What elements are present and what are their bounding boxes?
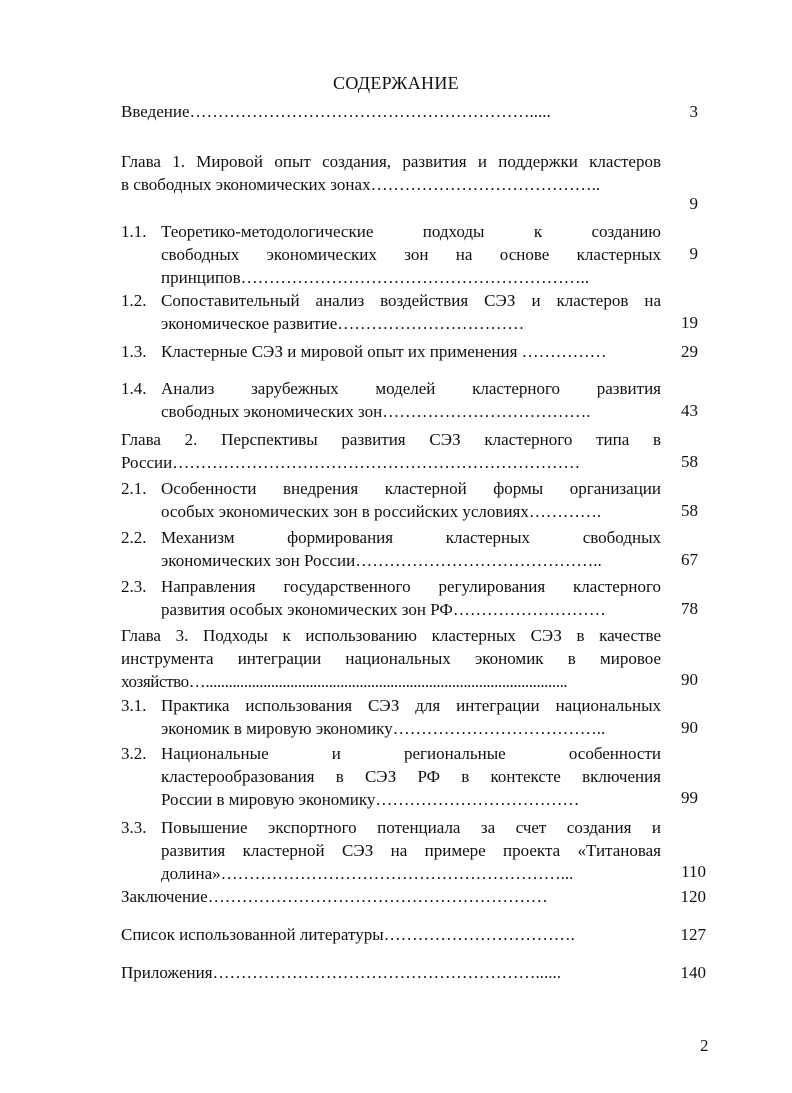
toc-entry-text: Анализ зарубежных моделей кластерного развития: [161, 379, 661, 398]
toc-entry-text: особых экономических зон в российских условиях………….: [161, 502, 602, 521]
toc-page-number: 9: [689, 244, 698, 263]
toc-page-number: 78: [681, 599, 698, 618]
toc-section-number: 2.1.: [121, 479, 147, 498]
toc-entry-section-1-2[interactable]: [0, 289, 792, 335]
toc-entry-text: Глава 1. Мировой опыт создания, развития и поддержки кластеров: [121, 152, 661, 171]
toc-page-number: 58: [681, 501, 698, 520]
toc-entry-text: кластерообразования в СЭЗ РФ в контексте включения: [161, 767, 661, 786]
toc-page-number: 120: [680, 887, 706, 906]
toc-entry-text: свободных экономических зон на основе кластерных: [161, 245, 661, 264]
toc-entry-text: развития особых экономических зон РФ………………………: [161, 600, 606, 619]
toc-entry-text: Практика использования СЭЗ для интеграции национальных: [161, 696, 661, 715]
toc-page-number: 3: [689, 102, 698, 121]
toc-entry-text: экономик в мировую экономику………………………………..: [161, 719, 606, 738]
toc-page-number: 58: [681, 452, 698, 471]
toc-entry-text: Введение…………………………………………………….....: [121, 102, 551, 121]
toc-page-number: 43: [681, 401, 698, 420]
toc-entry-section-1-4[interactable]: [0, 377, 792, 423]
toc-entry-text: Сопоставительный анализ воздействия СЭЗ и кластеров на: [161, 291, 661, 310]
toc-section-number: 1.4.: [121, 379, 147, 398]
toc-page-number: 90: [681, 670, 698, 689]
toc-entry-text: в свободных экономических зонах…………………………………..: [121, 175, 601, 194]
toc-entry-section-3-1[interactable]: [0, 694, 792, 740]
toc-page-number: 99: [681, 788, 698, 807]
toc-section-number: 2.3.: [121, 577, 147, 596]
toc-page-number: 127: [680, 925, 706, 944]
toc-entry-text: Глава 2. Перспективы развития СЭЗ кластерного типа в: [121, 430, 661, 449]
toc-page-number: 110: [681, 862, 706, 881]
toc-page-number: 19: [681, 313, 698, 332]
toc-entry-text: Теоретико-методологические подходы к созданию: [161, 222, 661, 241]
toc-entry-text: принципов……………………………………………………..: [161, 268, 590, 287]
toc-entry-section-3-3[interactable]: [0, 816, 792, 886]
toc-entry-text: России в мировую экономику………………………………: [161, 790, 580, 809]
toc-entry-text: экономических зон России……………………………………..: [161, 551, 602, 570]
toc-entry-text: Глава 3. Подходы к использованию кластерных СЭЗ в качестве: [121, 626, 661, 645]
toc-entry-text: Особенности внедрения кластерной формы организации: [161, 479, 661, 498]
toc-page-number: 9: [689, 194, 698, 213]
toc-entry-chapter-2[interactable]: [0, 428, 792, 474]
toc-entry-section-2-2[interactable]: [0, 526, 792, 572]
toc-entry-bibliography[interactable]: [0, 923, 792, 946]
toc-entry-chapter-1[interactable]: [0, 150, 792, 220]
toc-entry-text: Кластерные СЭЗ и мировой опыт их применения ……………: [161, 342, 607, 361]
toc-entry-conclusion[interactable]: [0, 885, 792, 908]
toc-entry-text: Приложения…………………………………………………......: [121, 963, 562, 982]
toc-entry-text: экономическое развитие……………………………: [161, 314, 525, 333]
toc-entry-section-1-3[interactable]: [0, 340, 792, 363]
page-title: СОДЕРЖАНИЕ: [333, 73, 459, 93]
toc-entry-text: Механизм формирования кластерных свободных: [161, 528, 661, 547]
toc-page-number: 67: [681, 550, 698, 569]
toc-section-number: 3.1.: [121, 696, 147, 715]
toc-page-number: 140: [680, 963, 706, 982]
toc-section-number: 1.1.: [121, 222, 147, 241]
document-page-number: 2: [700, 1036, 709, 1055]
toc-entry-text: инструмента интеграции национальных экономик в мировое: [121, 649, 661, 668]
toc-entry-section-3-2[interactable]: [0, 742, 792, 812]
toc-entry-text: свободных экономических зон……………………………….: [161, 402, 591, 421]
toc-entry-chapter-3[interactable]: [0, 624, 792, 694]
toc-entry-text: Заключение……………………………………………………: [121, 887, 548, 906]
toc-page-number: 90: [681, 718, 698, 737]
toc-entry-text: долина»……………………………………………………...: [161, 864, 574, 883]
toc-section-number: 3.3.: [121, 818, 147, 837]
toc-entry-text: Список использованной литературы…………………………….: [121, 925, 575, 944]
toc-entry-text: развития кластерной СЭЗ на примере проекта «Титановая: [161, 841, 661, 860]
toc-section-number: 1.3.: [121, 342, 147, 361]
toc-entry-text: Повышение экспортного потенциала за счет создания и: [161, 818, 661, 837]
toc-entry-text: хозяйство…..............................................................................................: [121, 672, 568, 691]
toc-entry-section-2-1[interactable]: [0, 477, 792, 523]
toc-entry-section-1-1[interactable]: [0, 220, 792, 290]
toc-entry-section-2-3[interactable]: [0, 575, 792, 621]
toc-entry-text: России………………………………………………………………: [121, 453, 581, 472]
toc-section-number: 3.2.: [121, 744, 147, 763]
toc-entry-introduction[interactable]: [0, 100, 792, 123]
toc-page-number: 29: [681, 342, 698, 361]
toc-entry-text: Национальные и региональные особенности: [161, 744, 661, 763]
toc-entry-text: Направления государственного регулирования кластерного: [161, 577, 661, 596]
toc-entry-appendices[interactable]: [0, 961, 792, 984]
toc-section-number: 2.2.: [121, 528, 147, 547]
toc-section-number: 1.2.: [121, 291, 147, 310]
